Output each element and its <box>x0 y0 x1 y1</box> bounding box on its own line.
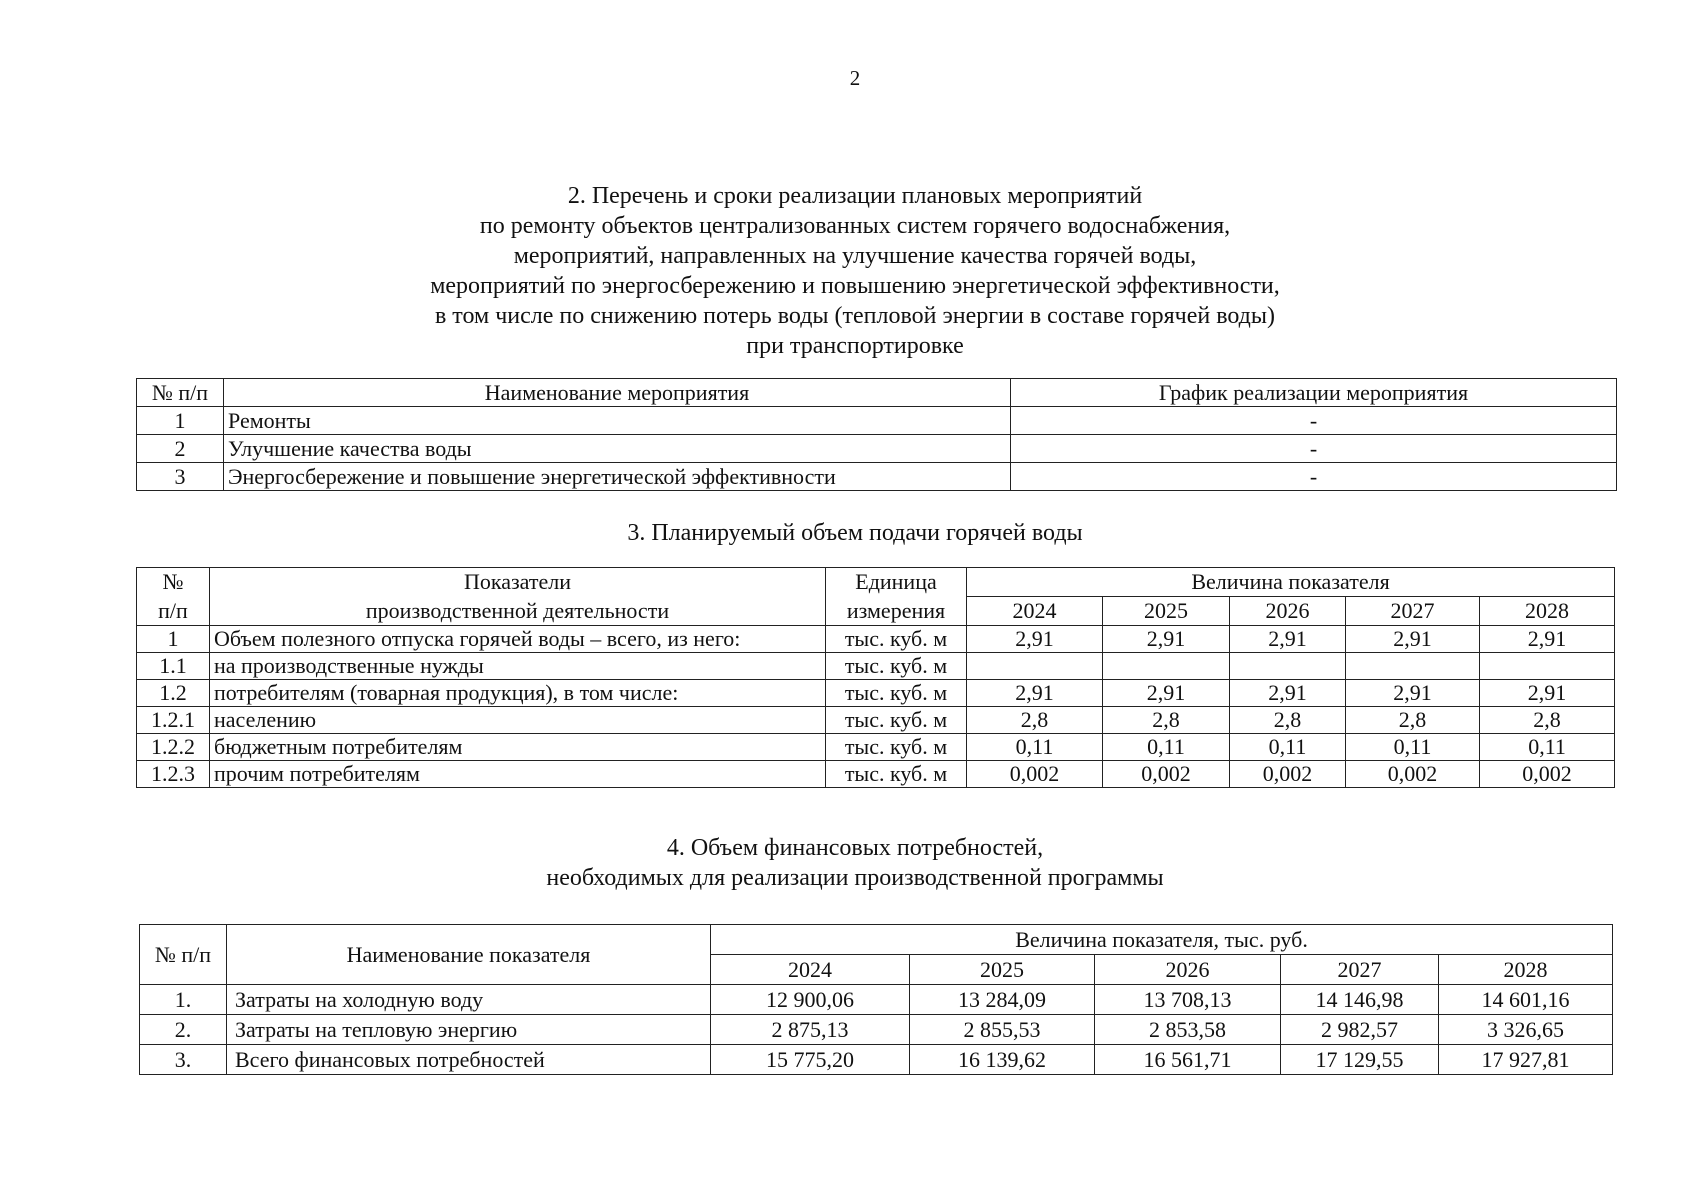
value-cell: 12 900,06 <box>711 985 910 1015</box>
value-cell: 0,11 <box>1230 734 1346 761</box>
value-cell: 2,91 <box>967 626 1103 653</box>
financial-needs-table <box>139 924 1613 1075</box>
table-row <box>137 734 1615 761</box>
header-indicator-name: Наименование показателя <box>227 925 711 985</box>
header-indicator-bottom: производственной деятельности <box>210 597 826 626</box>
value-cell: 0,11 <box>1346 734 1480 761</box>
table-header-row <box>140 925 1613 955</box>
table-header-row <box>137 597 1615 626</box>
activity-name: Энергосбережение и повышение энергетической эффективности <box>224 463 1011 491</box>
value-cell: 2,8 <box>1480 707 1615 734</box>
row-number: 1.1 <box>137 653 210 680</box>
value-cell: 2,91 <box>1103 626 1230 653</box>
section-2-title-line: по ремонту объектов централизованных систем горячего водоснабжения, <box>479 213 1231 239</box>
table-row <box>137 626 1615 653</box>
row-number: 1.2.3 <box>137 761 210 788</box>
header-year: 2026 <box>1230 597 1346 626</box>
row-number: 1 <box>137 626 210 653</box>
unit-cell: тыс. куб. м <box>826 734 967 761</box>
row-number: 2. <box>140 1015 227 1045</box>
header-year: 2024 <box>711 955 910 985</box>
header-year: 2028 <box>1439 955 1613 985</box>
table-header-row <box>137 568 1615 597</box>
table-row <box>137 680 1615 707</box>
indicator-name: на производственные нужды <box>210 653 826 680</box>
value-cell: 0,002 <box>967 761 1103 788</box>
header-year: 2025 <box>1103 597 1230 626</box>
indicator-name: прочим потребителям <box>210 761 826 788</box>
table-row <box>137 435 1617 463</box>
section-4-title <box>0 833 1689 893</box>
activity-name: Ремонты <box>224 407 1011 435</box>
value-cell: 0,002 <box>1103 761 1230 788</box>
header-activity-name: Наименование мероприятия <box>224 379 1011 407</box>
table-row <box>137 653 1615 680</box>
unit-cell: тыс. куб. м <box>826 707 967 734</box>
value-cell: 3 326,65 <box>1439 1015 1613 1045</box>
value-cell <box>1230 653 1346 680</box>
value-cell: 16 561,71 <box>1095 1045 1281 1075</box>
header-year: 2025 <box>910 955 1095 985</box>
value-cell: 17 927,81 <box>1439 1045 1613 1075</box>
section-2-title-line: в том числе по снижению потерь воды (тепловой энергии в составе горячей воды) <box>434 303 1276 329</box>
indicator-name: потребителям (товарная продукция), в том числе: <box>210 680 826 707</box>
value-cell: 0,11 <box>1103 734 1230 761</box>
table-row <box>140 1045 1613 1075</box>
table-row <box>137 707 1615 734</box>
value-cell: 0,11 <box>1480 734 1615 761</box>
activity-name: Улучшение качества воды <box>224 435 1011 463</box>
value-cell: 17 129,55 <box>1281 1045 1439 1075</box>
row-number: 1. <box>140 985 227 1015</box>
value-cell: 14 601,16 <box>1439 985 1613 1015</box>
indicator-name: Затраты на холодную воду <box>227 985 711 1015</box>
value-cell: 2 982,57 <box>1281 1015 1439 1045</box>
header-year: 2024 <box>967 597 1103 626</box>
row-number: 1 <box>137 407 224 435</box>
row-number: 3. <box>140 1045 227 1075</box>
row-number: 2 <box>137 435 224 463</box>
indicator-name: населению <box>210 707 826 734</box>
value-cell: 2 855,53 <box>910 1015 1095 1045</box>
indicator-name: бюджетным потребителям <box>210 734 826 761</box>
section-4-title-line: необходимых для реализации производственной программы <box>546 865 1164 891</box>
value-cell: 2,91 <box>1480 680 1615 707</box>
table-row <box>137 761 1615 788</box>
row-number: 1.2.1 <box>137 707 210 734</box>
value-cell: 2,91 <box>1346 626 1480 653</box>
section-2-title-line: при транспортировке <box>746 333 964 359</box>
header-year: 2028 <box>1480 597 1615 626</box>
value-cell: 2,91 <box>1230 626 1346 653</box>
table-header-row <box>137 379 1617 407</box>
header-indicator-top: Показатели <box>210 568 826 597</box>
section-2-title-line: 2. Перечень и сроки реализации плановых мероприятий <box>567 183 1143 209</box>
unit-cell: тыс. куб. м <box>826 680 967 707</box>
unit-cell: тыс. куб. м <box>826 653 967 680</box>
value-cell: 2,8 <box>1103 707 1230 734</box>
value-cell <box>1480 653 1615 680</box>
header-unit-bottom: измерения <box>826 597 967 626</box>
value-cell: 2,8 <box>1346 707 1480 734</box>
activity-schedule: - <box>1011 407 1617 435</box>
row-number: 1.2 <box>137 680 210 707</box>
value-cell: 15 775,20 <box>711 1045 910 1075</box>
unit-cell: тыс. куб. м <box>826 761 967 788</box>
indicator-name: Объем полезного отпуска горячей воды – всего, из него: <box>210 626 826 653</box>
header-number: № п/п <box>137 379 224 407</box>
value-cell: 2,8 <box>967 707 1103 734</box>
header-unit-top: Единица <box>826 568 967 597</box>
activities-table <box>136 378 1617 491</box>
hot-water-volume-table <box>136 567 1615 788</box>
table-row <box>140 985 1613 1015</box>
page-number: 2 <box>849 66 861 90</box>
header-schedule: График реализации мероприятия <box>1011 379 1617 407</box>
header-year: 2027 <box>1346 597 1480 626</box>
value-cell: 14 146,98 <box>1281 985 1439 1015</box>
value-cell: 0,002 <box>1346 761 1480 788</box>
table-row <box>137 463 1617 491</box>
table-row <box>137 407 1617 435</box>
value-cell: 2 853,58 <box>1095 1015 1281 1045</box>
unit-cell: тыс. куб. м <box>826 626 967 653</box>
header-value-group: Величина показателя <box>967 568 1615 597</box>
value-cell: 2,8 <box>1230 707 1346 734</box>
row-number: 1.2.2 <box>137 734 210 761</box>
header-number: № п/п <box>140 925 227 985</box>
indicator-name: Затраты на тепловую энергию <box>227 1015 711 1045</box>
value-cell <box>967 653 1103 680</box>
value-cell: 2 875,13 <box>711 1015 910 1045</box>
value-cell: 2,91 <box>1480 626 1615 653</box>
section-4-title-line: 4. Объем финансовых потребностей, <box>666 835 1044 861</box>
activity-schedule: - <box>1011 463 1617 491</box>
value-cell: 0,002 <box>1230 761 1346 788</box>
header-value-group: Величина показателя, тыс. руб. <box>711 925 1613 955</box>
value-cell: 0,002 <box>1480 761 1615 788</box>
value-cell: 13 708,13 <box>1095 985 1281 1015</box>
value-cell: 2,91 <box>1346 680 1480 707</box>
activity-schedule: - <box>1011 435 1617 463</box>
section-2-title-line: мероприятий по энергосбережению и повышению энергетической эффективности, <box>430 273 1280 299</box>
value-cell: 16 139,62 <box>910 1045 1095 1075</box>
value-cell: 2,91 <box>1103 680 1230 707</box>
value-cell: 13 284,09 <box>910 985 1095 1015</box>
section-2-title-line: мероприятий, направленных на улучшение качества горячей воды, <box>513 243 1197 269</box>
value-cell <box>1346 653 1480 680</box>
header-number-bottom: п/п <box>137 597 210 626</box>
value-cell: 2,91 <box>1230 680 1346 707</box>
value-cell: 2,91 <box>967 680 1103 707</box>
section-3-title: 3. Планируемый объем подачи горячей воды <box>627 520 1083 546</box>
header-year: 2026 <box>1095 955 1281 985</box>
header-year: 2027 <box>1281 955 1439 985</box>
table-row <box>140 1015 1613 1045</box>
value-cell: 0,11 <box>967 734 1103 761</box>
value-cell <box>1103 653 1230 680</box>
section-2-title <box>0 181 1689 361</box>
indicator-name: Всего финансовых потребностей <box>227 1045 711 1075</box>
header-number-top: № <box>137 568 210 597</box>
row-number: 3 <box>137 463 224 491</box>
